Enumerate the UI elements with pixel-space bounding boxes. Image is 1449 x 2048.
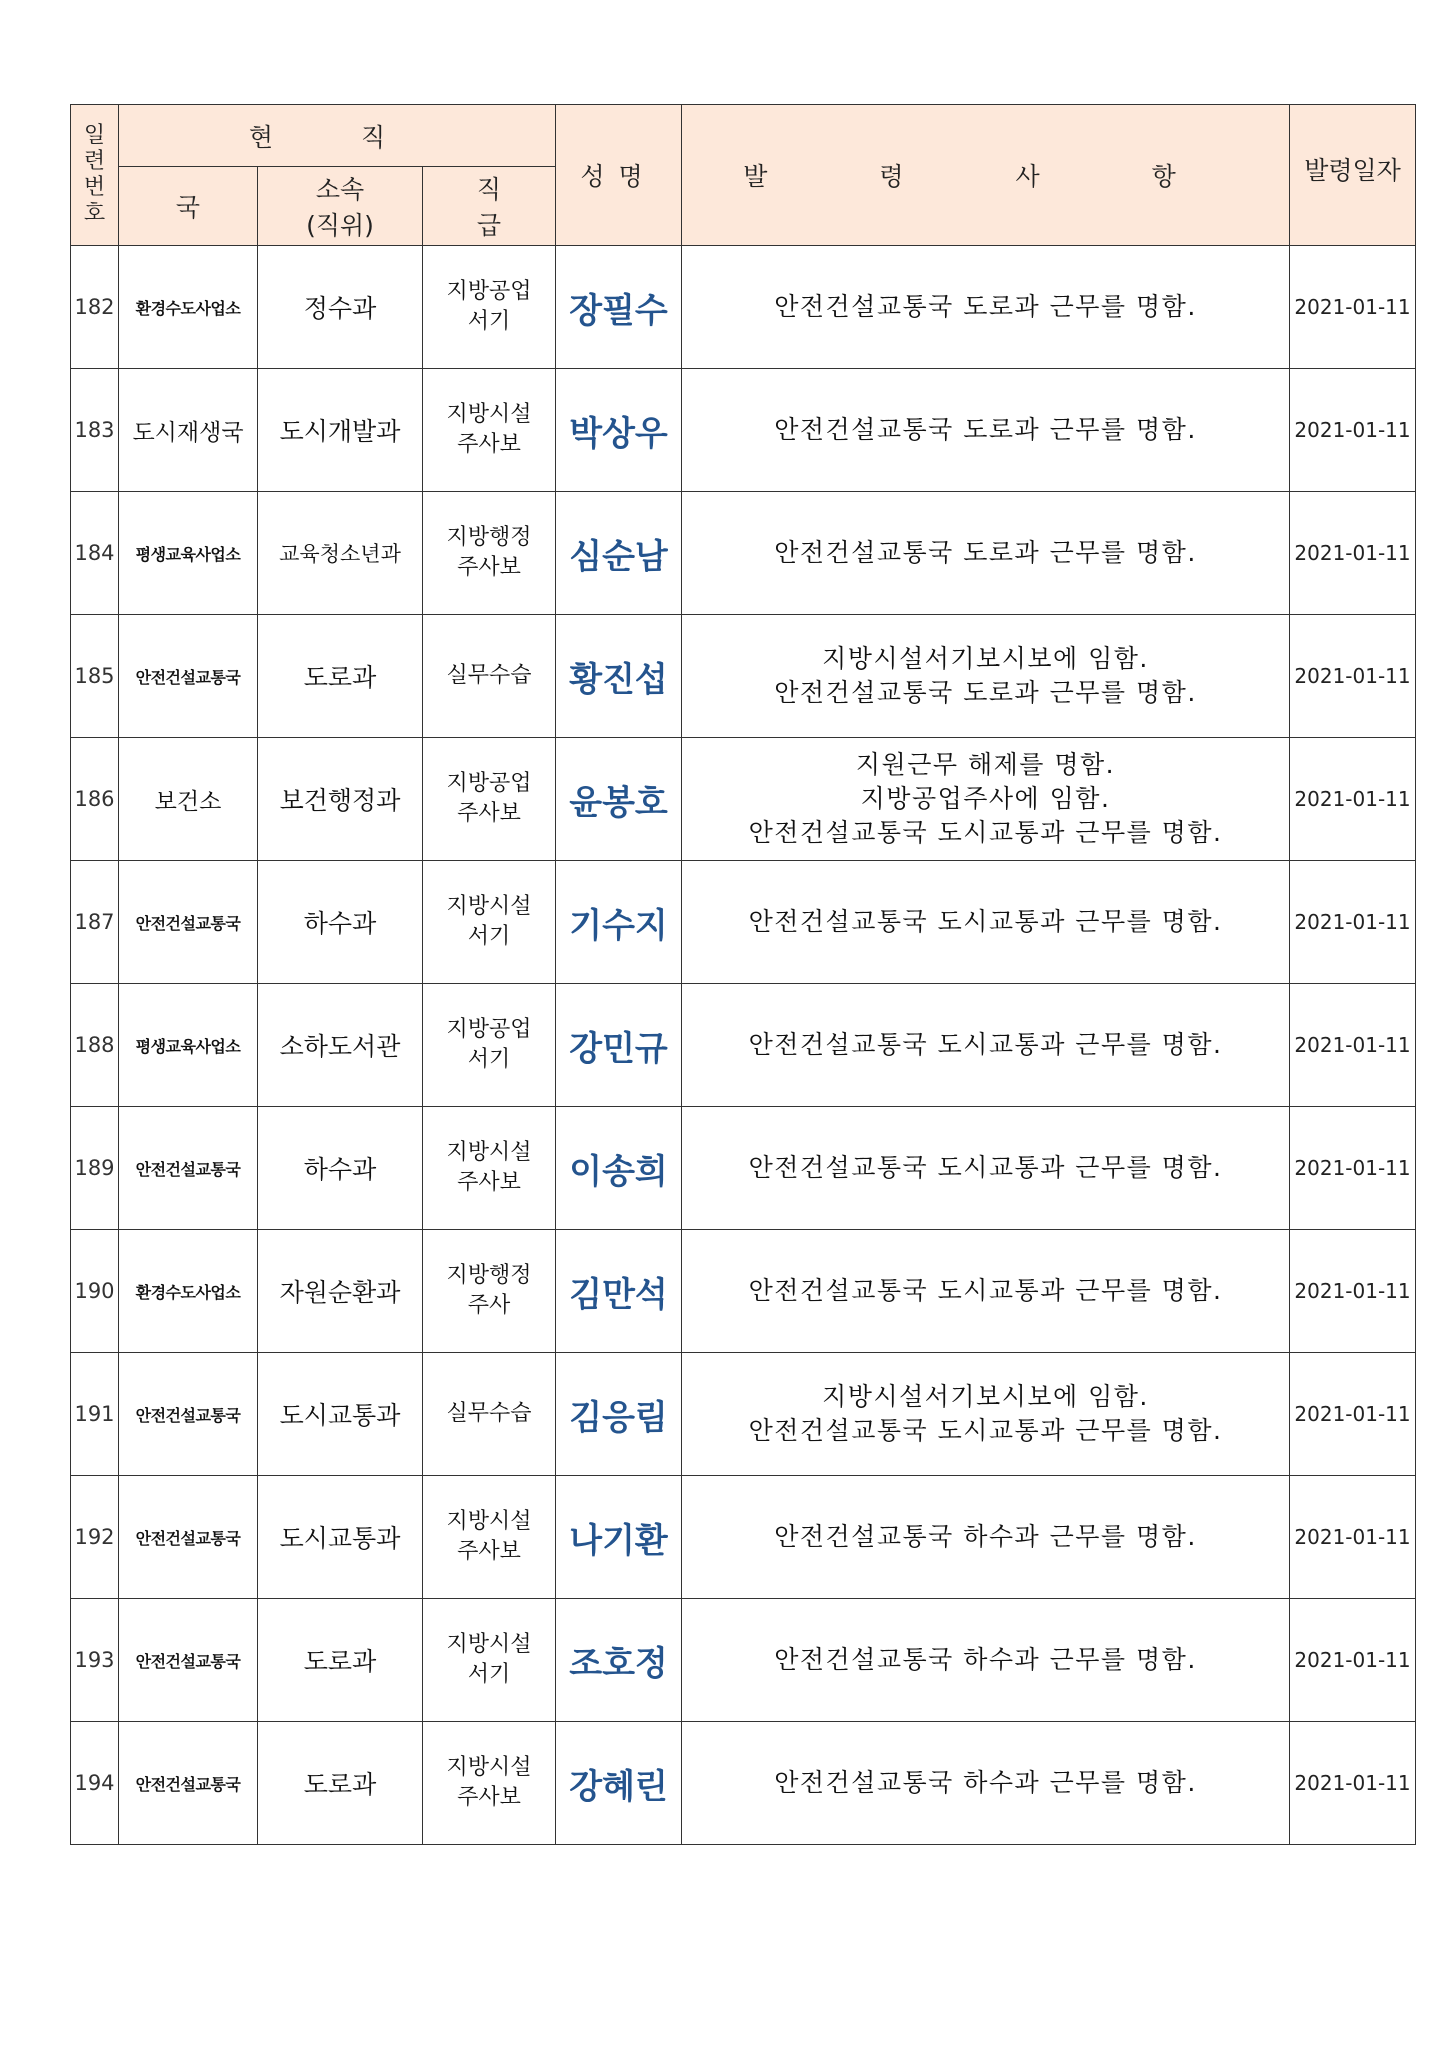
table-row [71, 615, 1416, 738]
row-rank-line: 실무수습 [446, 1401, 532, 1426]
row-date: 2021-01-11 [1290, 1722, 1416, 1845]
table-row [71, 1599, 1416, 1722]
table-row [71, 984, 1416, 1107]
row-bureau: 평생교육사업소 [119, 492, 258, 615]
table-row [71, 1353, 1416, 1476]
row-rank-line: 서기 [467, 1662, 511, 1687]
table-row [71, 492, 1416, 615]
row-rank-line: 지방공업 [446, 279, 532, 304]
row-seq: 191 [71, 1353, 119, 1476]
row-bureau: 평생교육사업소 [119, 984, 258, 1107]
row-bureau: 안전건설교통국 [119, 1353, 258, 1476]
header-order: 발 령 사 항 [682, 105, 1290, 246]
row-order [682, 861, 1290, 984]
row-rank-line: 지방공업 [446, 771, 532, 796]
header-name: 성명 [556, 105, 682, 246]
row-rank-line: 주사보 [457, 801, 521, 826]
row-name: 강혜린 [556, 1722, 682, 1845]
row-order-line: 안전건설교통국 도로과 근무를 명함. [774, 538, 1197, 567]
row-rank-line: 주사보 [457, 432, 521, 457]
row-dept: 하수과 [258, 861, 423, 984]
row-seq: 193 [71, 1599, 119, 1722]
row-name: 강민규 [556, 984, 682, 1107]
row-order-line: 안전건설교통국 도시교통과 근무를 명함. [748, 907, 1223, 936]
row-dept: 도시교통과 [258, 1476, 423, 1599]
table-row [71, 1722, 1416, 1845]
row-seq: 182 [71, 246, 119, 369]
row-name: 황진섭 [556, 615, 682, 738]
row-bureau: 안전건설교통국 [119, 861, 258, 984]
row-rank-line: 지방시설 [446, 1755, 532, 1780]
row-name: 윤봉호 [556, 738, 682, 861]
row-order-line: 안전건설교통국 도로과 근무를 명함. [774, 415, 1197, 444]
row-date: 2021-01-11 [1290, 369, 1416, 492]
row-order [682, 738, 1290, 861]
row-rank-line: 지방공업 [446, 1017, 532, 1042]
row-seq: 189 [71, 1107, 119, 1230]
row-order-line: 지방시설서기보시보에 임함. [822, 644, 1149, 673]
row-bureau: 보건소 [119, 738, 258, 861]
row-order-line: 안전건설교통국 도시교통과 근무를 명함. [748, 1153, 1223, 1182]
row-order [682, 492, 1290, 615]
row-rank [423, 492, 556, 615]
table-row [71, 246, 1416, 369]
row-rank-line: 지방시설 [446, 1140, 532, 1165]
row-rank-line: 서기 [467, 924, 511, 949]
row-rank-line: 주사 [467, 1293, 511, 1318]
row-order [682, 1353, 1290, 1476]
row-rank [423, 1353, 556, 1476]
row-name: 심순남 [556, 492, 682, 615]
header-affiliation [258, 167, 423, 246]
row-order [682, 1476, 1290, 1599]
row-seq: 192 [71, 1476, 119, 1599]
table-row [71, 738, 1416, 861]
row-name: 김응림 [556, 1353, 682, 1476]
row-dept: 정수과 [258, 246, 423, 369]
row-order-line: 안전건설교통국 하수과 근무를 명함. [774, 1768, 1197, 1797]
header-affiliation-sub: (직위) [306, 211, 374, 240]
header-seq [71, 105, 119, 246]
table-row [71, 369, 1416, 492]
row-rank-line: 지방행정 [446, 525, 532, 550]
row-date: 2021-01-11 [1290, 1107, 1416, 1230]
row-order-line: 안전건설교통국 하수과 근무를 명함. [774, 1522, 1197, 1551]
row-date: 2021-01-11 [1290, 246, 1416, 369]
row-seq: 183 [71, 369, 119, 492]
table-row [71, 1107, 1416, 1230]
row-order-line: 안전건설교통국 도시교통과 근무를 명함. [748, 1416, 1223, 1445]
row-bureau: 환경수도사업소 [119, 1230, 258, 1353]
row-bureau: 안전건설교통국 [119, 1722, 258, 1845]
row-rank [423, 861, 556, 984]
row-bureau: 도시재생국 [119, 369, 258, 492]
row-order-line: 안전건설교통국 도시교통과 근무를 명함. [748, 1276, 1223, 1305]
row-order-line: 안전건설교통국 도로과 근무를 명함. [774, 678, 1197, 707]
row-rank-line: 실무수습 [446, 663, 532, 688]
row-dept: 하수과 [258, 1107, 423, 1230]
row-rank [423, 1722, 556, 1845]
header-seq-label: 일련번호 [83, 123, 106, 226]
row-date: 2021-01-11 [1290, 1599, 1416, 1722]
row-rank-line: 주사보 [457, 1539, 521, 1564]
header-affiliation-label: 소속 [315, 175, 365, 204]
row-rank-line: 서기 [467, 309, 511, 334]
row-dept: 도시교통과 [258, 1353, 423, 1476]
header-bureau: 국 [119, 167, 258, 246]
row-rank-line: 주사보 [457, 1170, 521, 1195]
row-order [682, 1722, 1290, 1845]
row-seq: 187 [71, 861, 119, 984]
row-order-line: 지원근무 해제를 명함. [855, 750, 1116, 779]
row-order [682, 615, 1290, 738]
row-order-line: 안전건설교통국 도로과 근무를 명함. [774, 292, 1197, 321]
row-seq: 184 [71, 492, 119, 615]
row-rank-line: 지방행정 [446, 1263, 532, 1288]
row-rank [423, 369, 556, 492]
row-seq: 188 [71, 984, 119, 1107]
row-bureau: 안전건설교통국 [119, 1476, 258, 1599]
row-dept: 소하도서관 [258, 984, 423, 1107]
header-rank: 직 급 [423, 167, 556, 246]
row-rank-line: 서기 [467, 1047, 511, 1072]
row-rank-line: 지방시설 [446, 894, 532, 919]
row-rank [423, 738, 556, 861]
row-rank-line: 주사보 [457, 555, 521, 580]
row-rank-line: 지방시설 [446, 1632, 532, 1657]
row-dept: 도로과 [258, 1599, 423, 1722]
row-order [682, 1599, 1290, 1722]
row-dept: 교육청소년과 [258, 492, 423, 615]
row-seq: 186 [71, 738, 119, 861]
row-dept: 보건행정과 [258, 738, 423, 861]
row-rank-line: 지방시설 [446, 1509, 532, 1534]
row-rank [423, 1230, 556, 1353]
row-date: 2021-01-11 [1290, 1353, 1416, 1476]
row-order-line: 안전건설교통국 도시교통과 근무를 명함. [748, 818, 1223, 847]
row-rank-line: 지방시설 [446, 402, 532, 427]
table-header [71, 105, 1416, 246]
row-rank [423, 1476, 556, 1599]
row-name: 이송희 [556, 1107, 682, 1230]
row-order [682, 369, 1290, 492]
row-bureau: 환경수도사업소 [119, 246, 258, 369]
row-rank [423, 1599, 556, 1722]
row-rank [423, 984, 556, 1107]
row-rank [423, 615, 556, 738]
row-dept: 자원순환과 [258, 1230, 423, 1353]
header-current-position: 현 직 [119, 105, 556, 167]
row-dept: 도시개발과 [258, 369, 423, 492]
table-row [71, 1476, 1416, 1599]
row-order [682, 246, 1290, 369]
row-bureau: 안전건설교통국 [119, 615, 258, 738]
row-bureau: 안전건설교통국 [119, 1599, 258, 1722]
row-order [682, 1230, 1290, 1353]
row-seq: 194 [71, 1722, 119, 1845]
row-name: 장필수 [556, 246, 682, 369]
row-name: 김만석 [556, 1230, 682, 1353]
row-date: 2021-01-11 [1290, 861, 1416, 984]
row-bureau: 안전건설교통국 [119, 1107, 258, 1230]
row-rank [423, 246, 556, 369]
row-date: 2021-01-11 [1290, 984, 1416, 1107]
row-name: 기수지 [556, 861, 682, 984]
row-name: 조호정 [556, 1599, 682, 1722]
row-order [682, 1107, 1290, 1230]
row-name: 나기환 [556, 1476, 682, 1599]
row-rank-line: 주사보 [457, 1785, 521, 1810]
row-rank [423, 1107, 556, 1230]
table-row [71, 1230, 1416, 1353]
row-dept: 도로과 [258, 1722, 423, 1845]
row-order-line: 지방공업주사에 임함. [860, 784, 1111, 813]
row-seq: 185 [71, 615, 119, 738]
row-date: 2021-01-11 [1290, 1476, 1416, 1599]
table-body [71, 246, 1416, 1845]
row-order-line: 안전건설교통국 도시교통과 근무를 명함. [748, 1030, 1223, 1059]
row-date: 2021-01-11 [1290, 615, 1416, 738]
row-order-line: 안전건설교통국 하수과 근무를 명함. [774, 1645, 1197, 1674]
row-seq: 190 [71, 1230, 119, 1353]
header-date: 발령일자 [1290, 105, 1416, 246]
row-date: 2021-01-11 [1290, 492, 1416, 615]
row-dept: 도로과 [258, 615, 423, 738]
row-order-line: 지방시설서기보시보에 임함. [822, 1382, 1149, 1411]
row-name: 박상우 [556, 369, 682, 492]
row-date: 2021-01-11 [1290, 738, 1416, 861]
table-row [71, 861, 1416, 984]
row-order [682, 984, 1290, 1107]
personnel-order-table [70, 104, 1416, 1845]
row-date: 2021-01-11 [1290, 1230, 1416, 1353]
